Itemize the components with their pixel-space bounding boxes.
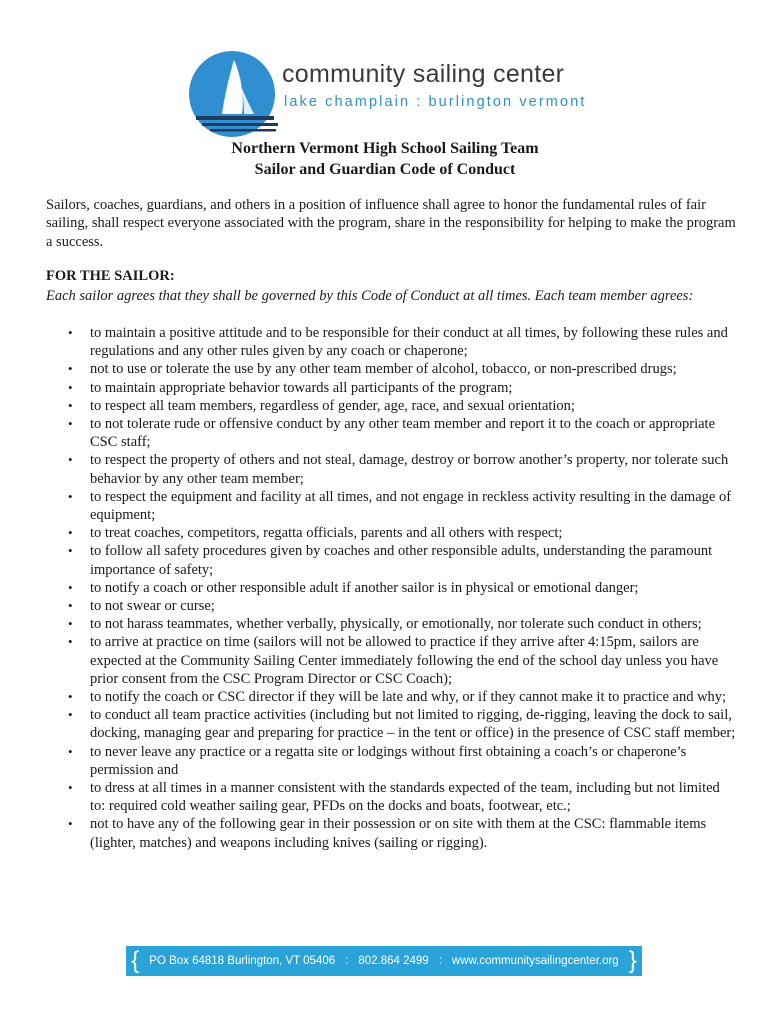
list-item: • to dress at all times in a manner consistent with the standards expected of the team, including but not limited to: required cold weather sailing gear, PFDs on the docks and boats, footwear, etc.; xyxy=(46,779,736,815)
footer-close-brace: } xyxy=(628,947,637,974)
list-item: • to not harass teammates, whether verbally, physically, or emotionally, nor tolerate such conduct in others; xyxy=(46,615,736,633)
list-item: • to not swear or curse; xyxy=(46,597,736,615)
section-heading: FOR THE SAILOR: xyxy=(46,268,175,284)
footer-separator: : xyxy=(345,955,349,967)
list-item: • to maintain appropriate behavior towards all participants of the program; xyxy=(46,379,736,397)
footer-bar xyxy=(126,946,642,976)
list-item: • to not tolerate rude or offensive conduct by any other team member and report it to the coach or appropriate CSC staff; xyxy=(46,415,736,451)
sailboat-logo-icon xyxy=(188,50,278,140)
footer-phone: 802.864 2499 xyxy=(358,955,429,967)
footer-open-brace: { xyxy=(131,947,140,974)
list-item: • not to use or tolerate the use by any other team member of alcohol, tobacco, or non-prescribed drugs; xyxy=(46,360,736,378)
list-item: • to respect the property of others and not steal, damage, destroy or borrow another’s property, nor tolerate such behavior by any other team member; xyxy=(46,451,736,487)
list-item: • to maintain a positive attitude and to be responsible for their conduct at all times, by following these rules and regulations and any other rules given by any coach or chaperone; xyxy=(46,324,736,360)
list-item: • to respect all team members, regardless of gender, age, race, and sexual orientation; xyxy=(46,397,736,415)
logo-name: community sailing center xyxy=(282,60,565,88)
list-item: • to follow all safety procedures given by coaches and other responsible adults, understanding the paramount importance of safety; xyxy=(46,542,736,578)
list-item: • to notify the coach or CSC director if they will be late and why, or if they cannot make it to practice and why; xyxy=(46,688,736,706)
footer-website[interactable]: www.communitysailingcenter.org xyxy=(451,955,619,967)
intro-paragraph: Sailors, coaches, guardians, and others in a position of influence shall agree to honor the fundamental rules of fair sailing, shall respect everyone associated with the program, share in the responsibility for helping to make the program a success. xyxy=(46,197,736,250)
list-item: • to conduct all team practice activities (including but not limited to rigging, de-rigging, leaving the dock to sail, docking, managing gear and preparing for practice – in the tent or office) in the presence of CSC staff member; xyxy=(46,706,736,742)
footer-address: PO Box 64818 Burlington, VT 05406 xyxy=(149,955,336,967)
rules-list xyxy=(46,324,736,852)
list-item: • to notify a coach or other responsible adult if another sailor is in physical or emotional danger; xyxy=(46,579,736,597)
logo-tagline: lake champlain : burlington vermont xyxy=(284,94,587,110)
list-item: • to never leave any practice or a regatta site or lodgings without first obtaining a coach’s or chaperone’s permission and xyxy=(46,743,736,779)
list-item: • to treat coaches, competitors, regatta officials, parents and all others with respect; xyxy=(46,524,736,542)
list-item: • not to have any of the following gear in their possession or on site with them at the CSC: flammable items (lighter, matches) and weapons including knives (sailing or rigging). xyxy=(46,815,736,851)
section-intro: Each sailor agrees that they shall be governed by this Code of Conduct at all times. Each team member agrees: xyxy=(46,288,694,304)
page-subtitle: Sailor and Guardian Code of Conduct xyxy=(254,161,516,178)
footer-separator: : xyxy=(438,955,442,967)
page-title: Northern Vermont High School Sailing Team xyxy=(231,140,539,157)
list-item: • to arrive at practice on time (sailors will not be allowed to practice if they arrive after 4:15pm, sailors are expected at the Community Sailing Center immediately following the end of the school day unless you have prior consent from the CSC Program Director or CSC Coach); xyxy=(46,633,736,688)
logo xyxy=(188,50,588,140)
list-item: • to respect the equipment and facility at all times, and not engage in reckless activity resulting in the damage of equipment; xyxy=(46,488,736,524)
